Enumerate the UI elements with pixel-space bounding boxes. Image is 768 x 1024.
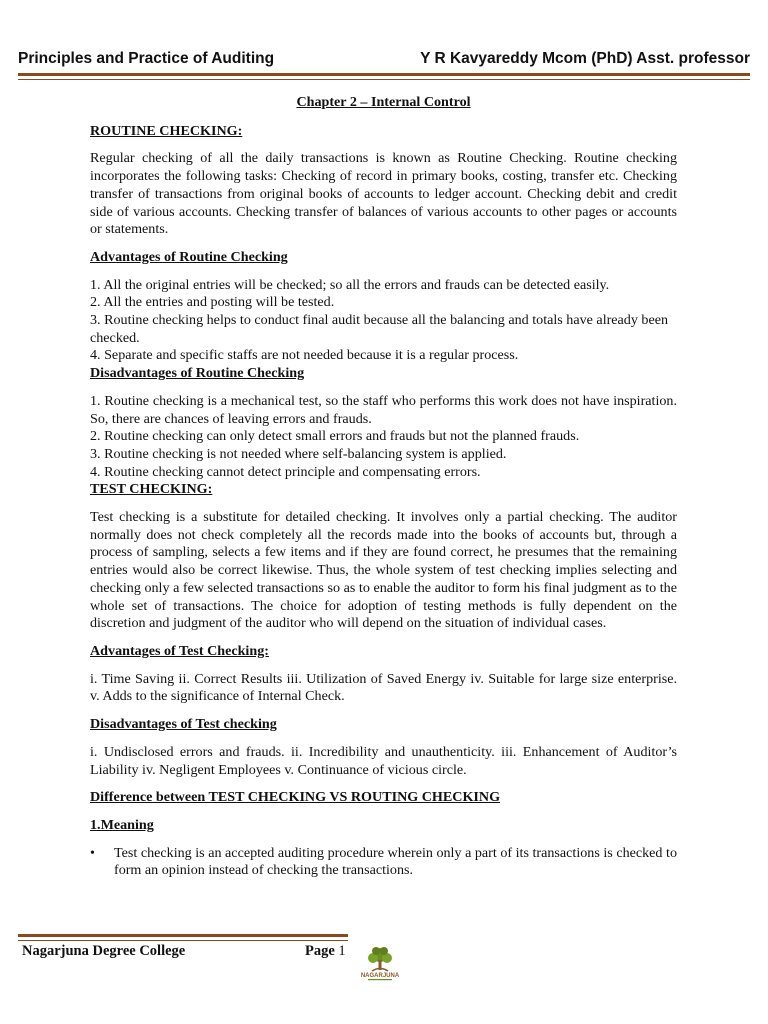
header-rule-thick bbox=[18, 73, 750, 76]
meaning-bullet bbox=[90, 845, 677, 880]
list-item: 2. All the entries and posting will be tested. bbox=[90, 294, 335, 311]
page-header bbox=[18, 48, 750, 70]
chapter-title: Chapter 2 – Internal Control bbox=[296, 94, 471, 110]
footer-page-label: Page bbox=[305, 943, 335, 959]
test-checking-intro: Test checking is a substitute for detailed checking. It involves only a partial checking. The auditor normally does not check completely all the records made into the books of accounts but, through a process of sampling, selects a few items and if they are found correct, he presumes that the remaining entries would also be correct likewise. Thus, the whole system of test checking implies selecting and checking only a few selected transactions so as to enable the auditor to form his final judgment as to the whole set of transactions. The choice for adoption of testing methods is fully dependent on the discretion and judgment of the auditor who will depend on the situation of individual cases. bbox=[90, 509, 677, 632]
test-disadvantages-text: i. Undisclosed errors and frauds. ii. Incredibility and unauthenticity. iii. Enhancement of Auditor’s Liability iv. Negligent Employees v. Continuance of vicious circle. bbox=[90, 743, 677, 778]
routine-disadvantages-heading: Disadvantages of Routine Checking bbox=[90, 365, 305, 382]
list-item: 4. Separate and specific staffs are not needed because it is a regular process. bbox=[90, 347, 519, 364]
footer-page-value: 1 bbox=[338, 943, 346, 959]
test-advantages-text: i. Time Saving ii. Correct Results iii. Utilization of Saved Energy iv. Suitable for large size enterprise. v. Adds to the significance of Internal Check. bbox=[90, 670, 677, 705]
footer-rule-thick bbox=[18, 934, 348, 937]
list-item: 3. Routine checking is not needed where self-balancing system is applied. bbox=[90, 445, 507, 462]
list-item: 4. Routine checking cannot detect principle and compensating errors. bbox=[90, 463, 481, 480]
list-item: 3. Routine checking helps to conduct final audit because all the balancing and totals have already been checked. bbox=[90, 312, 669, 346]
routine-disadvantages-list bbox=[90, 393, 677, 482]
header-author: Y R Kavyareddy Mcom (PhD) Asst. professor bbox=[420, 50, 750, 67]
logo-text: NAGARJUNA bbox=[360, 973, 400, 979]
routine-checking-intro: Regular checking of all the daily transactions is known as Routine Checking. Routine checking incorporates the following tasks: Checking of record in primary books, costing, transfer etc. Checking transfer of transactions from original books of accounts to ledger account. Checking debit and credit side of various accounts. Checking transfer of balances of various accounts to other pages or accounts or statements. bbox=[90, 150, 677, 238]
bullet-text: Test checking is an accepted auditing procedure wherein only a part of its transactions is checked to form an opinion instead of checking the transactions. bbox=[114, 844, 677, 879]
page-content bbox=[90, 94, 677, 880]
college-logo-icon bbox=[354, 944, 406, 984]
test-disadvantages-heading: Disadvantages of Test checking bbox=[90, 716, 277, 733]
bullet-dot-icon: • bbox=[90, 844, 95, 861]
test-checking-heading: TEST CHECKING: bbox=[90, 481, 213, 498]
list-item: 1. All the original entries will be checked; so all the errors and frauds can be detected easily. bbox=[90, 276, 610, 293]
test-advantages-heading: Advantages of Test Checking: bbox=[90, 642, 269, 659]
footer-college: Nagarjuna Degree College bbox=[22, 943, 186, 959]
routine-advantages-heading: Advantages of Routine Checking bbox=[90, 248, 288, 265]
footer-rule-thin bbox=[18, 940, 348, 941]
footer-page-number bbox=[305, 943, 346, 960]
meaning-heading: 1.Meaning bbox=[90, 816, 154, 833]
list-item: 2. Routine checking can only detect small errors and frauds but not the planned frauds. bbox=[90, 428, 580, 445]
routine-advantages-list bbox=[90, 277, 677, 366]
list-item: 1. Routine checking is a mechanical test, so the staff who performs this work does not have inspiration. So, there are chances of leaving errors and frauds. bbox=[90, 392, 677, 427]
logo-tree-icon bbox=[368, 947, 392, 971]
header-course-title: Principles and Practice of Auditing bbox=[18, 50, 275, 67]
routine-checking-heading: ROUTINE CHECKING: bbox=[90, 122, 243, 139]
difference-heading: Difference between TEST CHECKING VS ROUTING CHECKING bbox=[90, 789, 501, 806]
header-rule-thin bbox=[18, 79, 750, 80]
